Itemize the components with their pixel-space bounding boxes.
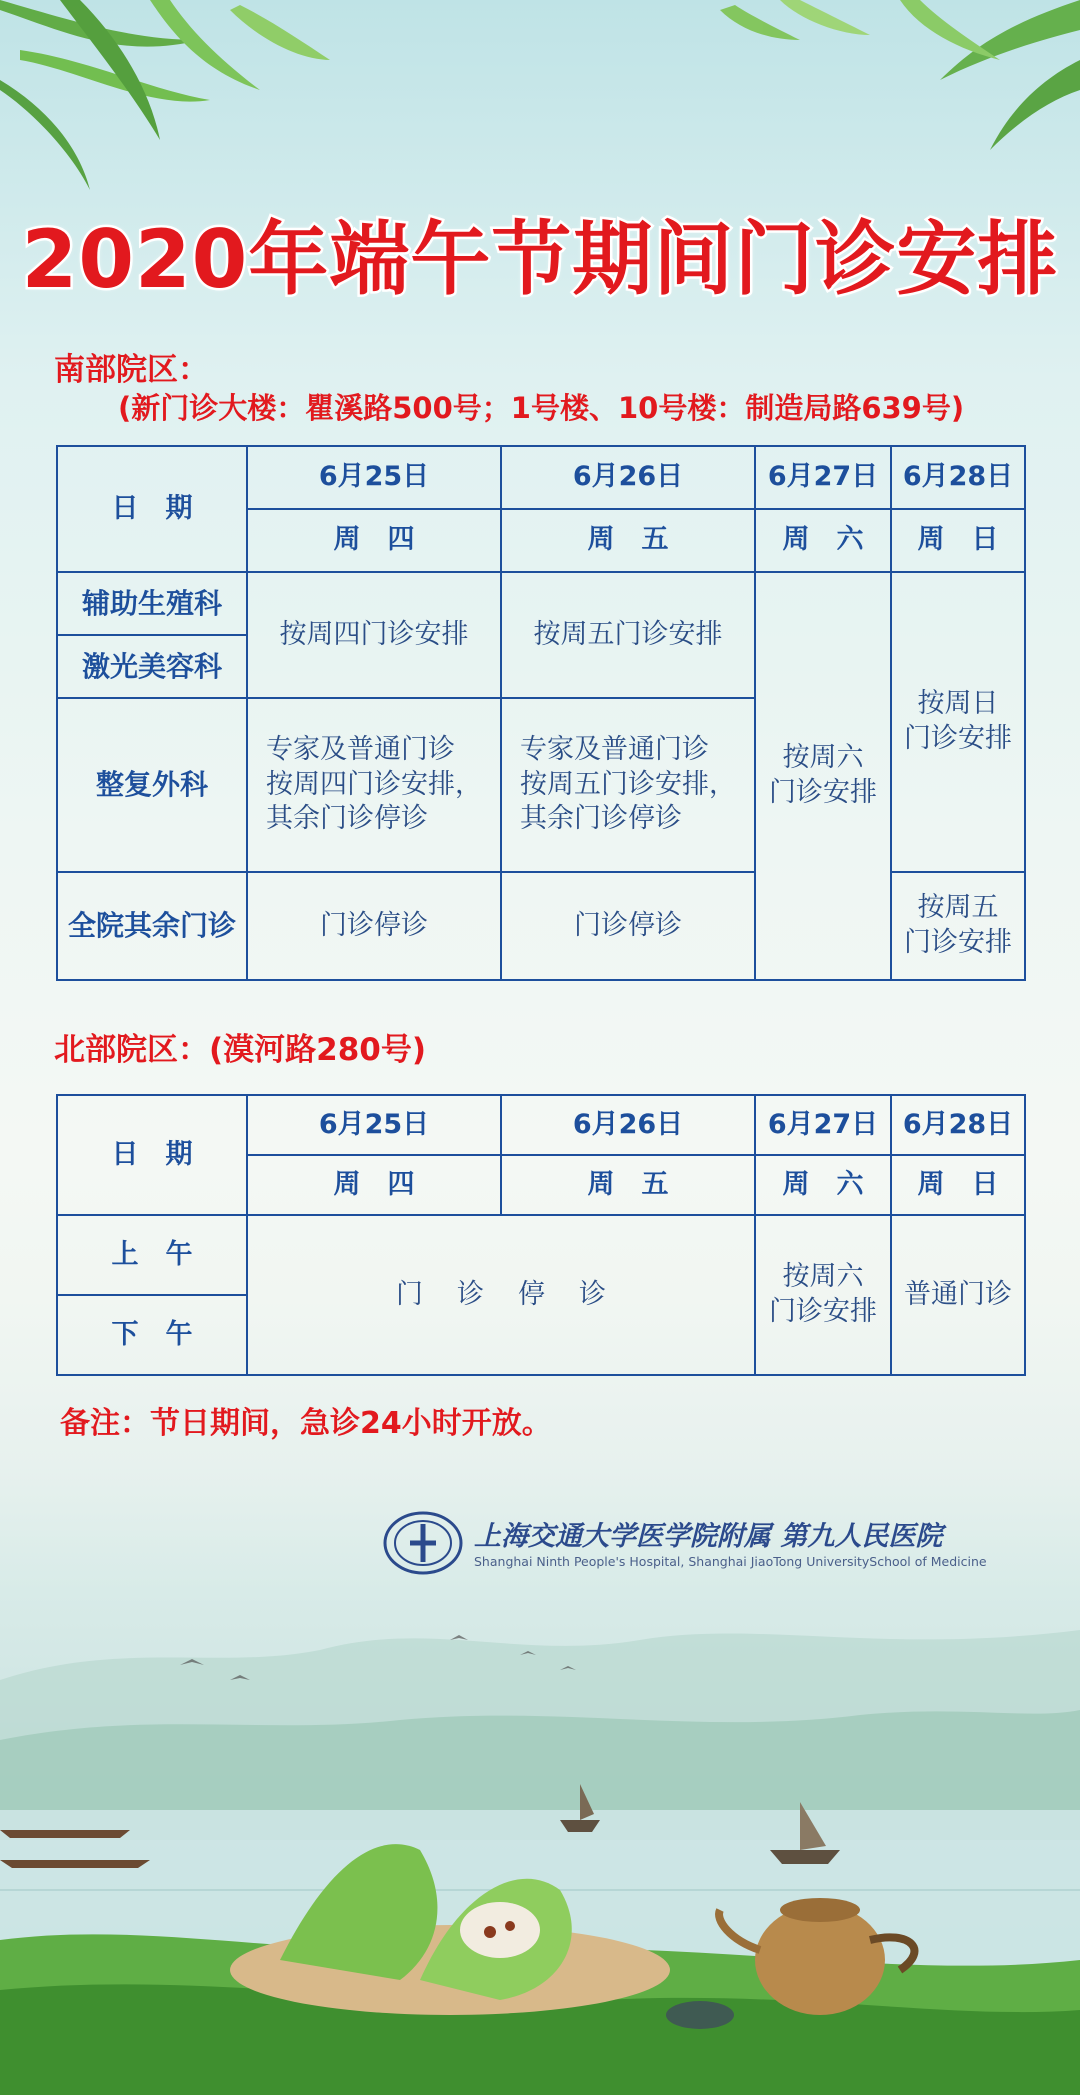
weekday-header: 周 五 <box>501 509 755 572</box>
hospital-name-cn: 上海交通大学医学院附属 第九人民医院 <box>474 1521 943 1552</box>
date-label-cell: 日 期 <box>57 1095 247 1215</box>
date-header: 6月28日 <box>891 1095 1025 1155</box>
date-header: 6月26日 <box>501 446 755 509</box>
schedule-cell: 普通门诊 <box>891 1215 1025 1375</box>
schedule-cell: 按周日 门诊安排 <box>891 572 1025 872</box>
remark-note: 备注：节日期间，急诊24小时开放。 <box>60 1406 552 1441</box>
weekday-header: 周 四 <box>247 509 501 572</box>
schedule-cell: 专家及普通门诊 按周四门诊安排， 其余门诊停诊 <box>247 698 501 872</box>
weekday-header: 周 六 <box>755 1155 891 1215</box>
south-campus-table <box>56 445 1026 981</box>
hospital-name-en: Shanghai Ninth People's Hospital, Shanghai JiaoTong UniversitySchool of Medicine <box>474 1554 987 1569</box>
period-label: 下 午 <box>57 1295 247 1375</box>
date-header: 6月26日 <box>501 1095 755 1155</box>
schedule-cell: 按周六 门诊安排 <box>755 1215 891 1375</box>
schedule-cell: 门诊停诊 <box>247 872 501 980</box>
north-campus-table <box>56 1094 1026 1376</box>
poster-title: 2020年端午节期间门诊安排 <box>21 213 1059 306</box>
dept-label: 激光美容科 <box>57 635 247 698</box>
bamboo-leaves-decoration <box>0 0 1080 190</box>
date-header: 6月27日 <box>755 446 891 509</box>
date-header: 6月28日 <box>891 446 1025 509</box>
schedule-cell: 按周六 门诊安排 <box>755 572 891 980</box>
north-campus-heading: 北部院区：(漠河路280号) <box>54 1032 427 1068</box>
weekday-header: 周 四 <box>247 1155 501 1215</box>
south-campus-address: (新门诊大楼：瞿溪路500号；1号楼、10号楼：制造局路639号) <box>118 391 965 425</box>
hospital-emblem-icon <box>382 1510 464 1576</box>
date-label-cell: 日 期 <box>57 446 247 572</box>
closed-cell: 门诊停诊 <box>247 1215 755 1375</box>
schedule-cell: 按周五门诊安排 <box>501 572 755 698</box>
weekday-header: 周 五 <box>501 1155 755 1215</box>
schedule-cell: 按周五 门诊安排 <box>891 872 1025 980</box>
hospital-logo <box>382 1510 1022 1580</box>
weekday-header: 周 六 <box>755 509 891 572</box>
schedule-cell: 专家及普通门诊 按周五门诊安排， 其余门诊停诊 <box>501 698 755 872</box>
dept-label: 辅助生殖科 <box>57 572 247 635</box>
dept-label: 全院其余门诊 <box>57 872 247 980</box>
date-header: 6月27日 <box>755 1095 891 1155</box>
date-header: 6月25日 <box>247 1095 501 1155</box>
river-landscape-illustration <box>0 1560 1080 2095</box>
schedule-cell: 门诊停诊 <box>501 872 755 980</box>
south-campus-heading: 南部院区： <box>54 352 209 388</box>
schedule-cell: 按周四门诊安排 <box>247 572 501 698</box>
period-label: 上 午 <box>57 1215 247 1295</box>
date-header: 6月25日 <box>247 446 501 509</box>
dept-label: 整复外科 <box>57 698 247 872</box>
weekday-header: 周 日 <box>891 1155 1025 1215</box>
weekday-header: 周 日 <box>891 509 1025 572</box>
